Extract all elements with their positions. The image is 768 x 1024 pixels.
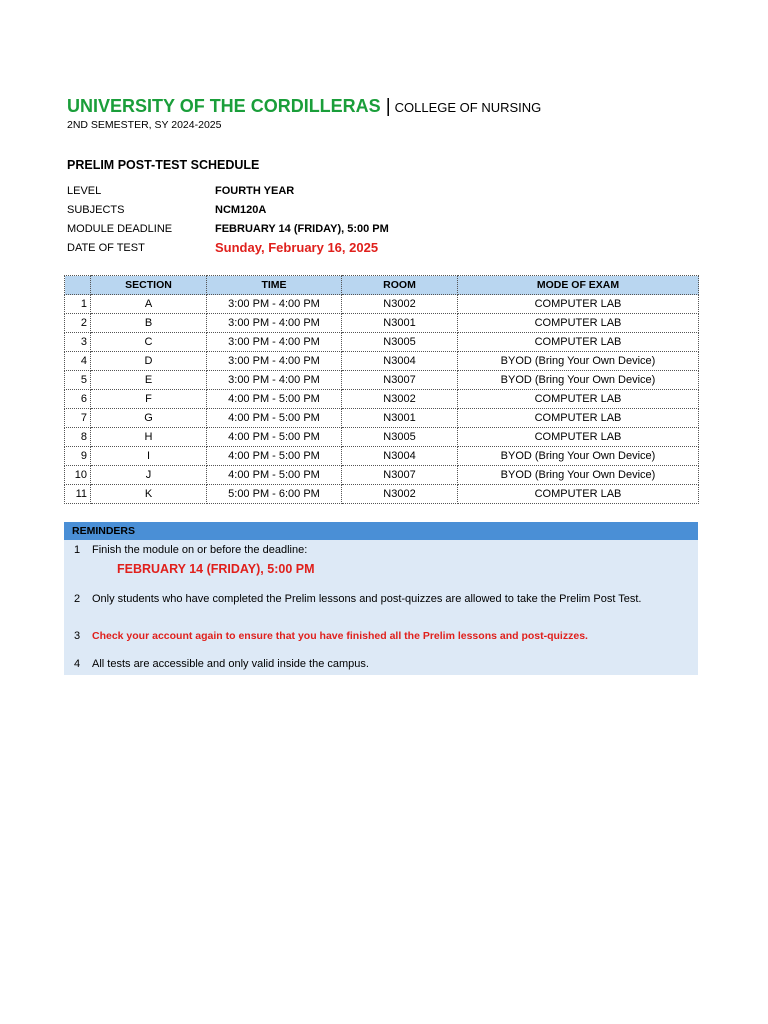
time-cell: 4:00 PM - 5:00 PM (207, 390, 342, 409)
column-header-section: SECTION (91, 276, 207, 295)
info-value: NCM120A (215, 203, 267, 216)
row-number: 1 (65, 295, 91, 314)
semester-label: 2ND SEMESTER, SY 2024-2025 (67, 119, 222, 131)
row-number: 7 (65, 409, 91, 428)
section-cell: A (91, 295, 207, 314)
mode-cell: COMPUTER LAB (458, 390, 699, 409)
column-header-number (65, 276, 91, 295)
table-row (65, 428, 699, 447)
row-number: 9 (65, 447, 91, 466)
reminder-item (74, 658, 369, 670)
document-header (67, 96, 541, 118)
table-row (65, 390, 699, 409)
table-row (65, 314, 699, 333)
reminder-text: All tests are accessible and only valid inside the campus. (92, 658, 369, 670)
column-header-time: TIME (207, 276, 342, 295)
table-row (65, 485, 699, 504)
reminders-panel (64, 522, 698, 675)
time-cell: 3:00 PM - 4:00 PM (207, 371, 342, 390)
room-cell: N3002 (342, 485, 458, 504)
schedule-info (67, 181, 389, 257)
table-header-row (65, 276, 699, 295)
column-header-mode: MODE OF EXAM (458, 276, 699, 295)
time-cell: 4:00 PM - 5:00 PM (207, 409, 342, 428)
time-cell: 4:00 PM - 5:00 PM (207, 466, 342, 485)
row-number: 5 (65, 371, 91, 390)
reminder-item (74, 593, 641, 605)
mode-cell: COMPUTER LAB (458, 314, 699, 333)
schedule-title: PRELIM POST-TEST SCHEDULE (67, 158, 260, 172)
table-row (65, 466, 699, 485)
college-name: COLLEGE OF NURSING (394, 100, 542, 115)
section-cell: C (91, 333, 207, 352)
reminder-number: 3 (74, 630, 81, 642)
row-number: 6 (65, 390, 91, 409)
table-row (65, 447, 699, 466)
time-cell: 3:00 PM - 4:00 PM (207, 295, 342, 314)
info-row-level (67, 181, 389, 200)
info-label: LEVEL (67, 184, 102, 197)
section-cell: E (91, 371, 207, 390)
reminder-item (74, 544, 307, 556)
section-cell: B (91, 314, 207, 333)
section-cell: D (91, 352, 207, 371)
room-cell: N3005 (342, 333, 458, 352)
section-cell: H (91, 428, 207, 447)
reminder-number: 4 (74, 658, 81, 670)
table-row (65, 295, 699, 314)
mode-cell: BYOD (Bring Your Own Device) (458, 466, 699, 485)
room-cell: N3002 (342, 295, 458, 314)
test-date: Sunday, February 16, 2025 (215, 240, 379, 255)
reminder-text-important: Check your account again to ensure that you have finished all the Prelim lessons and post-quizzes. (92, 630, 588, 642)
room-cell: N3004 (342, 352, 458, 371)
info-value: FOURTH YEAR (215, 184, 295, 197)
row-number: 10 (65, 466, 91, 485)
row-number: 8 (65, 428, 91, 447)
reminder-deadline-highlight: FEBRUARY 14 (FRIDAY), 5:00 PM (117, 562, 315, 576)
mode-cell: COMPUTER LAB (458, 428, 699, 447)
info-value: FEBRUARY 14 (FRIDAY), 5:00 PM (215, 222, 389, 235)
room-cell: N3001 (342, 409, 458, 428)
reminder-number: 1 (74, 544, 81, 556)
time-cell: 3:00 PM - 4:00 PM (207, 352, 342, 371)
table-row (65, 371, 699, 390)
reminder-number: 2 (74, 593, 81, 605)
room-cell: N3002 (342, 390, 458, 409)
header-separator: | (385, 96, 391, 117)
mode-cell: COMPUTER LAB (458, 409, 699, 428)
room-cell: N3007 (342, 466, 458, 485)
mode-cell: BYOD (Bring Your Own Device) (458, 447, 699, 466)
table-row (65, 352, 699, 371)
section-cell: J (91, 466, 207, 485)
time-cell: 5:00 PM - 6:00 PM (207, 485, 342, 504)
row-number: 3 (65, 333, 91, 352)
room-cell: N3004 (342, 447, 458, 466)
section-cell: G (91, 409, 207, 428)
section-cell: I (91, 447, 207, 466)
mode-cell: COMPUTER LAB (458, 333, 699, 352)
university-name: UNIVERSITY OF THE CORDILLERAS (67, 96, 381, 116)
time-cell: 3:00 PM - 4:00 PM (207, 314, 342, 333)
room-cell: N3001 (342, 314, 458, 333)
info-row-subjects (67, 200, 389, 219)
mode-cell: BYOD (Bring Your Own Device) (458, 371, 699, 390)
column-header-room: ROOM (342, 276, 458, 295)
mode-cell: COMPUTER LAB (458, 295, 699, 314)
reminder-text: Finish the module on or before the deadline: (92, 544, 308, 556)
mode-cell: BYOD (Bring Your Own Device) (458, 352, 699, 371)
reminder-text: Only students who have completed the Prelim lessons and post-quizzes are allowed to take the Prelim Post Test. (92, 593, 642, 605)
time-cell: 4:00 PM - 5:00 PM (207, 428, 342, 447)
reminders-title: REMINDERS (64, 522, 698, 540)
info-row-deadline (67, 219, 389, 238)
info-row-date (67, 238, 389, 257)
table-row (65, 333, 699, 352)
mode-cell: COMPUTER LAB (458, 485, 699, 504)
row-number: 4 (65, 352, 91, 371)
info-label: DATE OF TEST (67, 241, 145, 254)
room-cell: N3007 (342, 371, 458, 390)
info-label: SUBJECTS (67, 203, 125, 216)
row-number: 2 (65, 314, 91, 333)
row-number: 11 (65, 485, 91, 504)
schedule-table (64, 275, 699, 504)
room-cell: N3005 (342, 428, 458, 447)
schedule-table-body (65, 295, 699, 504)
reminder-item (74, 630, 588, 642)
info-label: MODULE DEADLINE (67, 222, 173, 235)
time-cell: 3:00 PM - 4:00 PM (207, 333, 342, 352)
section-cell: F (91, 390, 207, 409)
table-row (65, 409, 699, 428)
section-cell: K (91, 485, 207, 504)
time-cell: 4:00 PM - 5:00 PM (207, 447, 342, 466)
